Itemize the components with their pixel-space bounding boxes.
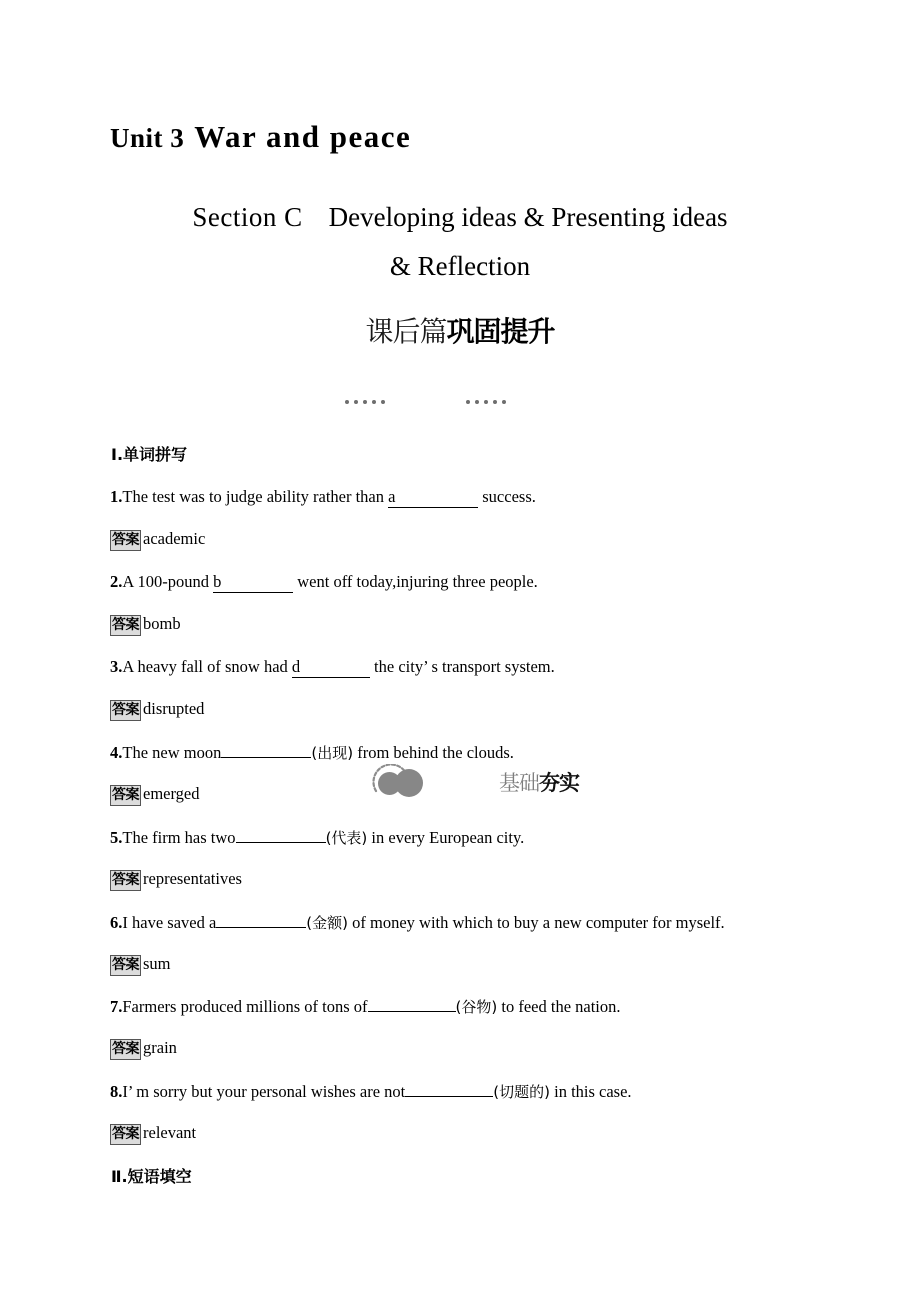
- dots-ornament-left: [345, 400, 385, 404]
- answer-2: [110, 614, 181, 636]
- answer-label-6: 答案: [110, 955, 141, 976]
- answer-label-7: 答案: [110, 1039, 141, 1060]
- question-1-text-pre: The test was to judge ability rather than: [122, 487, 389, 506]
- answer-3: [110, 699, 204, 721]
- answer-text-6: sum: [143, 954, 171, 973]
- question-6-hint: (金额): [306, 914, 349, 932]
- question-3-text-post: the city’ s transport system.: [369, 657, 555, 676]
- unit-title: [110, 119, 411, 155]
- question-4-text-pre: The new moon: [122, 743, 222, 762]
- answer-text-8: relevant: [143, 1123, 197, 1142]
- question-7-blank[interactable]: [368, 1011, 456, 1012]
- answer-text-2: bomb: [143, 614, 181, 633]
- tier-emphasis: 夯实: [539, 771, 579, 795]
- question-6-blank[interactable]: [216, 927, 306, 928]
- answer-text-4: emerged: [143, 784, 200, 803]
- unit-label: Unit 3: [110, 123, 185, 153]
- question-7-text-post: to feed the nation.: [497, 997, 621, 1016]
- answer-label-3: 答案: [110, 700, 141, 721]
- chapter-banner: [0, 310, 920, 350]
- section-label: Section C: [192, 202, 303, 232]
- answer-7: [110, 1038, 177, 1060]
- question-4-hint: (出现): [311, 744, 354, 762]
- dots-ornament-right: [466, 400, 506, 404]
- question-7-number: 7.: [110, 997, 123, 1016]
- question-6-text-post: of money with which to buy a new computer for myself.: [348, 913, 725, 932]
- question-5-text-pre: The firm has two: [122, 828, 236, 847]
- answer-label-1: 答案: [110, 530, 141, 551]
- answer-label-8: 答案: [110, 1124, 141, 1145]
- answer-8: [110, 1123, 196, 1145]
- question-8: [110, 1081, 632, 1102]
- question-1: [110, 487, 536, 508]
- section-title-line2: [0, 245, 920, 287]
- answer-6: [110, 954, 171, 976]
- question-3-text-pre: A heavy fall of snow had: [122, 657, 292, 676]
- question-3-number: 3.: [110, 657, 123, 676]
- difficulty-tier-label: [499, 767, 579, 797]
- answer-1: [110, 529, 205, 551]
- question-2-blank[interactable]: b: [213, 572, 293, 593]
- answer-text-1: academic: [143, 529, 206, 548]
- question-3-blank[interactable]: d: [292, 657, 370, 678]
- answer-text-3: disrupted: [143, 699, 205, 718]
- answer-label-2: 答案: [110, 615, 141, 636]
- answer-label-5: 答案: [110, 870, 141, 891]
- question-5: [110, 827, 524, 848]
- question-4-text-post: from behind the clouds.: [353, 743, 514, 762]
- answer-text-5: representatives: [143, 869, 242, 888]
- part-heading-2: Ⅱ.短语填空: [111, 1167, 192, 1186]
- unit-name: War and peace: [194, 119, 412, 154]
- question-8-text-post: in this case.: [549, 1082, 632, 1101]
- section-title-line1: [0, 190, 920, 245]
- answer-4: [110, 784, 200, 806]
- question-1-text-post: success.: [478, 487, 536, 506]
- double-circle-ornament: [378, 766, 430, 798]
- question-5-number: 5.: [110, 828, 123, 847]
- banner-prefix: 课后篇: [365, 315, 447, 348]
- question-5-hint: (代表): [325, 829, 368, 847]
- question-7-hint: (谷物): [455, 998, 498, 1016]
- question-2: [110, 572, 538, 593]
- answer-5: [110, 869, 242, 891]
- section-name-continued: & Reflection: [389, 251, 531, 281]
- answer-label-4: 答案: [110, 785, 141, 806]
- question-7: [110, 996, 621, 1017]
- question-4: [110, 742, 514, 763]
- question-5-blank[interactable]: [236, 842, 326, 843]
- question-2-text-pre: A 100-pound: [122, 572, 214, 591]
- question-4-blank[interactable]: [221, 757, 311, 758]
- question-6-text-pre: I have saved a: [122, 913, 217, 932]
- question-8-blank[interactable]: [405, 1096, 493, 1097]
- question-8-number: 8.: [110, 1082, 123, 1101]
- question-3: [110, 657, 555, 678]
- part-heading-1: Ⅰ.单词拼写: [111, 445, 188, 464]
- question-5-text-post: in every European city.: [367, 828, 525, 847]
- question-4-number: 4.: [110, 743, 123, 762]
- question-2-number: 2.: [110, 572, 123, 591]
- question-8-hint: (切题的): [493, 1083, 550, 1101]
- circle-large: [395, 769, 423, 797]
- question-6: [110, 912, 725, 933]
- banner-emphasis: 巩固提升: [446, 315, 555, 348]
- question-1-blank[interactable]: a: [388, 487, 478, 508]
- question-8-text-pre: I’ m sorry but your personal wishes are not: [122, 1082, 406, 1101]
- question-1-number: 1.: [110, 487, 123, 506]
- question-7-text-pre: Farmers produced millions of tons of: [122, 997, 368, 1016]
- question-6-number: 6.: [110, 913, 123, 932]
- answer-text-7: grain: [143, 1038, 177, 1057]
- section-name: Developing ideas & Presenting ideas: [328, 202, 728, 232]
- tier-prefix: 基础: [499, 771, 539, 795]
- question-2-text-post: went off today,injuring three people.: [293, 572, 538, 591]
